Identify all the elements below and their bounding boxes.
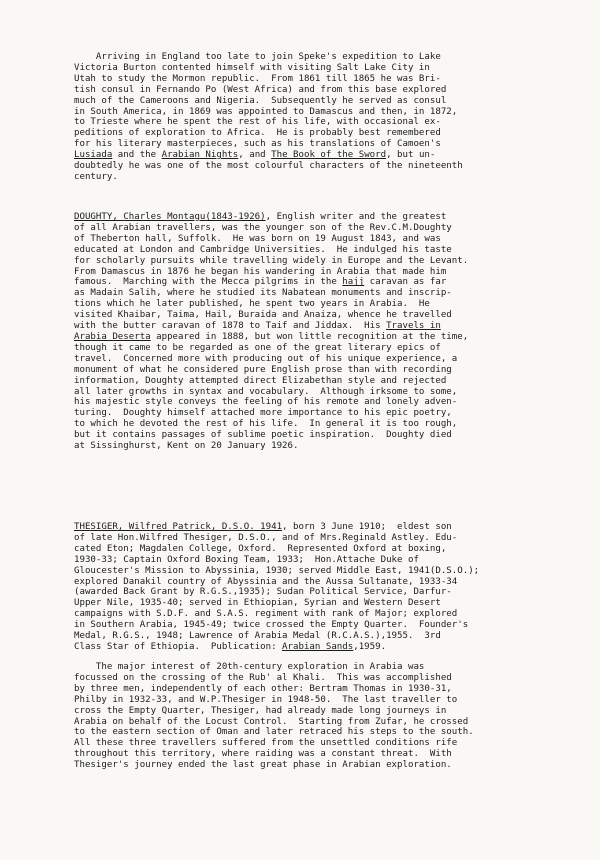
text-line bbox=[74, 172, 574, 183]
text-line bbox=[74, 128, 574, 139]
text-line bbox=[74, 706, 574, 717]
text-segment: Upper Nile, 1935-40; served in Ethiopian, Syrian and Western Desert bbox=[74, 598, 441, 609]
paragraph-twentieth-century bbox=[74, 662, 574, 771]
text-line bbox=[74, 63, 574, 74]
text-line bbox=[74, 555, 574, 566]
text-segment: , born 3 June 1910; eldest son bbox=[282, 522, 452, 532]
text-segment: as Madain Salih, where he studied its Nabatean monuments and inscrip- bbox=[74, 288, 452, 299]
text-segment: for scholarly pursuits while travelling widely in Europe and the Levant. bbox=[74, 255, 469, 266]
text-line bbox=[74, 365, 574, 376]
text-segment: his majestic style conveys the feeling of his remote and lonely adven- bbox=[74, 397, 458, 408]
text-line bbox=[74, 533, 574, 544]
text-line bbox=[74, 662, 574, 673]
text-segment: Utah to study the Mormon republic. From 1861 till 1865 he was Bri- bbox=[74, 73, 441, 84]
text-segment: at Sissinghurst, Kent on 20 January 1926. bbox=[74, 441, 299, 452]
text-segment: Arriving in England too late to join Speke's expedition to Lake bbox=[74, 52, 441, 62]
text-segment: The major interest of 20th-century exploration in Arabia was bbox=[74, 662, 425, 672]
text-segment: educated at London and Cambridge Universities. He indulged his taste bbox=[74, 244, 452, 255]
paragraph-burton bbox=[74, 52, 574, 183]
text-line bbox=[74, 277, 574, 288]
text-segment: explored Danakil country of Abyssinia and the Aussa Sultanate, 1933-34 bbox=[74, 576, 458, 587]
text-line bbox=[74, 117, 574, 128]
paragraph-thesiger bbox=[74, 522, 574, 653]
text-line bbox=[74, 212, 574, 223]
text-line bbox=[74, 760, 574, 771]
text-segment: monument of what he considered pure English prose than with recording bbox=[74, 364, 452, 375]
text-line bbox=[74, 631, 574, 642]
text-line bbox=[74, 161, 574, 172]
text-line bbox=[74, 139, 574, 150]
text-segment: cross the Empty Quarter, Thesiger, had already made long journeys in bbox=[74, 705, 447, 716]
text-segment: much of the Cameroons and Nigeria. Subsequently he served as consul bbox=[74, 95, 447, 106]
text-segment: appeared in 1888, but won little recognition at the time, bbox=[150, 331, 469, 342]
text-line bbox=[74, 620, 574, 631]
text-segment: Arabia on behalf of the Locust Control. Starting from Zufar, he crossed bbox=[74, 716, 469, 727]
text-segment: focussed on the crossing of the Rub' al Khali. This was accomplished bbox=[74, 672, 452, 683]
text-segment: famous. Marching with the Mecca pilgrims in the bbox=[74, 277, 343, 288]
text-line bbox=[74, 150, 574, 161]
text-segment: From Damascus in 1876 he began his wandering in Arabia that made him bbox=[74, 266, 447, 277]
text-line bbox=[74, 299, 574, 310]
text-segment: Class Star of Ethiopia. Publication: bbox=[74, 641, 283, 652]
text-line bbox=[74, 310, 574, 321]
text-segment: peditions of exploration to Africa. He is probably best remembered bbox=[74, 128, 441, 139]
underlined-title: Arabian Sands bbox=[282, 641, 354, 652]
underlined-title: Arabian Nights bbox=[161, 150, 239, 161]
text-segment: by three men, independently of each other: Bertram Thomas in 1930-31, bbox=[74, 683, 452, 694]
text-segment: to which he devoted the rest of his life. In general it is too rough, bbox=[74, 419, 458, 430]
text-segment: with the butter caravan of 1878 to Taif and Jiddax. His bbox=[74, 321, 387, 332]
text-segment: visited Khaibar, Taima, Hail, Buraida and Anaiza, whence he travelled bbox=[74, 310, 452, 321]
text-segment: for his literary masterpieces, such as his translations of Camoen's bbox=[74, 139, 441, 150]
text-segment: to Trieste where he spent the rest of his life, with occasional ex- bbox=[74, 117, 441, 128]
text-line bbox=[74, 387, 574, 398]
text-segment: throughout this territory, where raiding was a constant threat. With bbox=[74, 749, 452, 760]
text-segment: caravan as far bbox=[364, 277, 447, 288]
text-segment: tish consul in Fernando Po (West Africa) and from this base explored bbox=[74, 84, 447, 95]
text-line bbox=[74, 332, 574, 343]
underlined-title: The Book of the Sword bbox=[271, 150, 387, 161]
underlined-title: Arabia Deserta bbox=[74, 331, 151, 342]
text-line bbox=[74, 321, 574, 332]
underlined-title: hajj bbox=[342, 277, 365, 288]
text-line bbox=[74, 223, 574, 234]
text-segment: (awarded Back Grant by R.G.S.,1935); Sudan Political Service, Darfur- bbox=[74, 587, 452, 598]
text-segment: though it came to be regarded as one of the great literary epics of bbox=[74, 342, 441, 353]
text-segment: Gloucester's Mission to Abyssinia, 1930; served Middle East, 1941(D.S.O.); bbox=[74, 565, 480, 576]
text-line bbox=[74, 441, 574, 452]
text-segment: ,1959. bbox=[353, 641, 387, 652]
text-segment: century. bbox=[74, 171, 118, 182]
text-segment: , but un- bbox=[386, 150, 436, 161]
text-line bbox=[74, 408, 574, 419]
text-line bbox=[74, 673, 574, 684]
text-line bbox=[74, 642, 574, 653]
text-segment: Victoria Burton contented himself with visiting Salt Lake City in bbox=[74, 62, 430, 73]
text-segment: and the bbox=[112, 150, 162, 161]
underlined-title: DOUGHTY, Charles Montagu(1843-1926) bbox=[74, 212, 266, 222]
text-line bbox=[74, 256, 574, 267]
text-line bbox=[74, 598, 574, 609]
text-line bbox=[74, 245, 574, 256]
text-line bbox=[74, 577, 574, 588]
text-segment: , and bbox=[238, 150, 272, 161]
text-line bbox=[74, 566, 574, 577]
text-line bbox=[74, 684, 574, 695]
text-segment: 1930-33; Captain Oxford Boxing Team, 1933; Hon.Attache Duke of bbox=[74, 554, 419, 565]
text-segment: to the eastern section of Oman and later retraced his steps to the south. bbox=[74, 727, 474, 738]
text-line bbox=[74, 430, 574, 441]
text-line bbox=[74, 544, 574, 555]
underlined-title: Travels in bbox=[386, 321, 441, 332]
text-segment: , English writer and the greatest bbox=[265, 212, 447, 222]
text-line bbox=[74, 343, 574, 354]
text-segment: of all Arabian travellers, was the younger son of the Rev.C.M.Doughty bbox=[74, 222, 452, 233]
underlined-title: Lusiada bbox=[74, 150, 113, 161]
text-segment: All these three travellers suffered from the unsettled conditions rife bbox=[74, 738, 458, 749]
text-line bbox=[74, 52, 574, 63]
text-segment: of late Hon.Wilfred Thesiger, D.S.O., and of Mrs.Reginald Astley. Edu- bbox=[74, 532, 458, 543]
text-segment: travel. Concerned more with producing out of his unique experience, a bbox=[74, 353, 458, 364]
underlined-title: THESIGER, Wilfred Patrick, D.S.O. 1941 bbox=[74, 522, 283, 532]
text-segment: information, Doughty attempted direct Elizabethan style and rejected bbox=[74, 375, 447, 386]
text-line bbox=[74, 609, 574, 620]
text-line bbox=[74, 717, 574, 728]
text-line bbox=[74, 354, 574, 365]
text-segment: Medal, R.G.S., 1948; Lawrence of Arabia Medal (R.C.A.S.),1955. 3rd bbox=[74, 631, 441, 642]
text-line bbox=[74, 85, 574, 96]
text-line bbox=[74, 419, 574, 430]
text-line bbox=[74, 727, 574, 738]
text-line bbox=[74, 288, 574, 299]
text-line bbox=[74, 107, 574, 118]
text-line bbox=[74, 749, 574, 760]
text-segment: in Southern Arabia, 1945-49; twice crossed the Empty Quarter. Founder's bbox=[74, 620, 469, 631]
text-segment: all later growths in syntax and vocabulary. Although irksome to some, bbox=[74, 386, 458, 397]
text-segment: turing. Doughty himself attached more importance to his epic poetry, bbox=[74, 408, 452, 419]
text-segment: cated Eton; Magdalen College, Oxford. Represented Oxford at boxing, bbox=[74, 543, 447, 554]
text-line bbox=[74, 74, 574, 85]
text-line bbox=[74, 267, 574, 278]
text-segment: but it contains passages of sublime poetic inspiration. Doughty died bbox=[74, 430, 452, 441]
text-line bbox=[74, 587, 574, 598]
text-segment: of Theberton hall, Suffolk. He was born on 19 August 1843, and was bbox=[74, 233, 441, 244]
text-line bbox=[74, 234, 574, 245]
text-segment: tions which he later published, he spent two years in Arabia. He bbox=[74, 299, 430, 310]
text-segment: campaigns with S.D.F. and S.A.S. regiment with rank of Major; explored bbox=[74, 609, 458, 620]
text-line bbox=[74, 397, 574, 408]
text-segment: Thesiger's journey ended the last great phase in Arabian exploration. bbox=[74, 760, 452, 771]
paragraph-doughty bbox=[74, 212, 574, 452]
text-line bbox=[74, 738, 574, 749]
text-segment: doubtedly he was one of the most colourful characters of the nineteenth bbox=[74, 161, 463, 172]
text-line bbox=[74, 376, 574, 387]
text-line bbox=[74, 695, 574, 706]
text-segment: in South America, in 1869 was appointed to Damascus and then, in 1872, bbox=[74, 106, 458, 117]
text-segment: Philby in 1932-33, and W.P.Thesiger in 1948-50. The last traveller to bbox=[74, 694, 458, 705]
text-line bbox=[74, 96, 574, 107]
text-line bbox=[74, 522, 574, 533]
